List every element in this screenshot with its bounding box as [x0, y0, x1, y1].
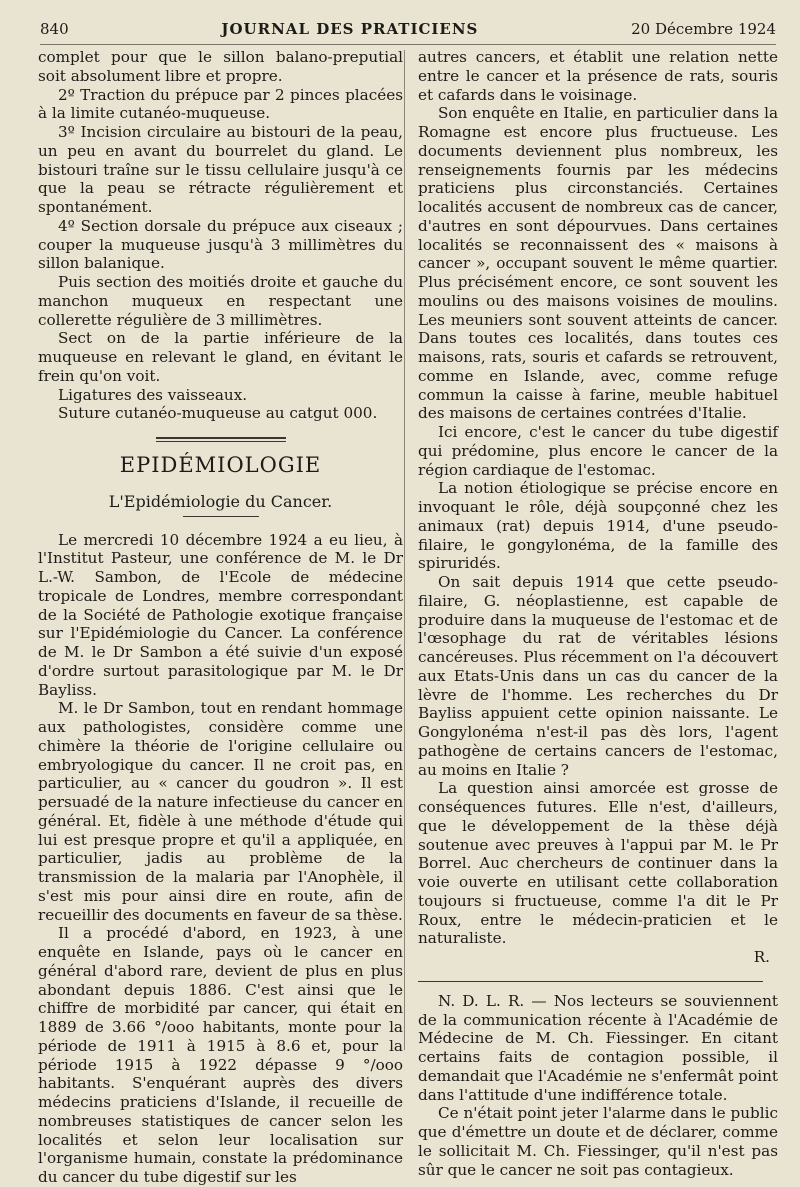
paragraph: 2º Traction du prépuce par 2 pinces placées à la limite cutanéo-muqueuse. — [38, 85, 403, 123]
paragraph: On sait depuis 1914 que cette pseudo-filaire, G. néoplastienne, est capable de produire dans la muqueuse de l'estomac et de l'œsophage du rat de véritables lésions cancéreuses. Plus récemment on l'a découvert aux Etats-Unis dans un cas du cancer de la lèvre de l'homme. Les recherches du Dr Bayliss appuient cette opinion naissante. Le Gongylonéma n'est-il pas dès lors, l'agent pathogène de certains cancers de l'estomac, au moins en Italie ? — [418, 573, 778, 779]
title-underline — [183, 516, 259, 517]
page-header — [40, 14, 776, 45]
paragraph: La notion étiologique se précise encore en invoquant le rôle, déjà soupçonné chez les animaux (rat) depuis 1914, d'une pseudo-filaire, le gongylonéma, de la famille des spiruridés. — [418, 479, 778, 573]
column-divider — [404, 50, 405, 1050]
paragraph: Le mercredi 10 décembre 1924 a eu lieu, à l'Institut Pasteur, une conférence de M. le Dr L.-W. Sambon, de l'Ecole de médecine tropicale de Londres, membre correspondant de la Société de Pathologie exotique française sur l'Epidémiologie du Cancer. La conférence de M. le Dr Sambon a été suivie d'un exposé d'ordre surtout parasitologique par M. le Dr Bayliss. — [38, 530, 403, 699]
right-column — [418, 48, 778, 1179]
paragraph: Ligatures des vaisseaux. — [58, 385, 248, 404]
author-signature: R. — [753, 948, 770, 966]
paragraph: 3º Incision circulaire au bistouri de la peau, un peu en avant du bourrelet du gland. Le bistouri traîne sur le tissu cellulaire jusqu'à ce que la peau se rétracte régulièrement et spontanément. — [38, 123, 403, 216]
paragraph: Ce n'était point jeter l'alarme dans le public que d'émettre un doute et de déclarer, comme le sollicitait M. Ch. Fiessinger, qu'il n'est pas sûr que le cancer ne soit pas contagieux. — [418, 1104, 778, 1179]
paragraph: Il a procédé d'abord, en 1923, à une enquête en Islande, pays où le cancer en général d'abord rare, devient de plus en plus abondant depuis 1886. C'est ainsi que le chiffre de morbidité par cancer, qui était en 1889 de 3.66 °/ooo habitants, monte pour la période de 1911 à 1915 à 8.6 et, pour la période 1915 à 1922 dépasse 9 °/ooo habitants. S'enquérant auprès des divers médecins praticiens d'Islande, il recueille de nombreuses statistiques de cancer selon les localités et selon leur localisation sur l'organisme humain, constate la prédominance du cancer du tube digestif sur les — [38, 924, 403, 1186]
paragraph: Puis section des moitiés droite et gauche du manchon muqueux en respectant une collerette régulière de 3 millimètres. — [38, 273, 403, 329]
issue-date: 20 Décembre 1924 — [631, 20, 776, 38]
page-number: 840 — [40, 20, 69, 38]
paragraph: Son enquête en Italie, en particulier dans la Romagne est encore plus fructueuse. Les documents deviennent plus nombreux, les renseignements fournis par les médecins praticiens plus circonstanciés. Certaines localités accusent de nombreux cas de cancer, d'autres en sont dépourvues. Dans certaines localités se reconnaissent des « maisons à cancer », occupant souvent le même quartier. Plus précisément encore, ce sont souvent les moulins ou des maisons voisines de moulins. Les meuniers sont souvent atteints de cancer. Dans toutes ces localités, dans toutes ces maisons, rats, souris et cafards se retrouvent, comme en Islande, avec, comme refuge commun la caisse à farine, meuble habituel des maisons de certaines contrées d'Italie. — [418, 104, 778, 423]
note-separator — [418, 981, 763, 982]
paragraph: La question ainsi amorcée est grosse de conséquences futures. Elle n'est, d'ailleurs, que le développement de la thèse déjà soutenue avec preuves à l'appui par M. le Pr Borrel. Auc chercheurs de continuer dans la voie ouverte en utilisant cette collaboration toujours si fructueuse, comme l'a dit le Pr Roux, entre le médecin-praticien et le naturaliste. — [418, 779, 778, 948]
section-title: EPIDÉMIOLOGIE — [119, 453, 322, 477]
paragraph: M. le Dr Sambon, tout en rendant hommage aux pathologistes, considère comme une chimère la théorie de l'origine cellulaire ou embryologique du cancer. Il ne croit pas, en particulier, au « cancer du goudron ». Il est persuadé de la nature infectieuse du cancer en général. Et, fidèle à une méthode d'étude qui lui est presque propre et qu'il a appliquée, en particulier, jadis au problème de la transmission de la malaria par l'Anophèle, il s'est mis pour ainsi dire en route, afin de recueillir des documents en faveur de sa thèse. — [38, 699, 403, 924]
paragraph: Suture cutanéo-muqueuse au catgut 000. — [58, 404, 378, 423]
left-column — [38, 48, 403, 1187]
paragraph: 4º Section dorsale du prépuce aux ciseaux ; couper la muqueuse jusqu'à 3 millimètres du sillon balanique. — [38, 216, 403, 273]
paragraph: N. D. L. R. — Nos lecteurs se souviennent de la communication récente à l'Académie de Médecine de M. Ch. Fiessinger. En citant certains faits de contagion possible, il demandait que l'Académie ne s'enfermât point dans l'attitude d'une indifférence totale. — [418, 991, 778, 1104]
paragraph: Ici encore, c'est le cancer du tube digestif qui prédomine, plus encore le cancer de la région cardiaque de l'estomac. — [418, 423, 778, 479]
section-rule — [156, 437, 286, 442]
paragraph: autres cancers, et établit une relation nette entre le cancer et la présence de rats, souris et cafards dans le voisinage. — [418, 48, 778, 104]
paragraph: complet pour que le sillon balano-preputial soit absolument libre et propre. — [38, 48, 403, 85]
article-title: L'Epidémiologie du Cancer. — [108, 491, 333, 511]
journal-title: JOURNAL DES PRATICIENS — [221, 20, 479, 38]
paragraph: Sect on de la partie inférieure de la muqueuse en relevant le gland, en évitant le frein qu'on voit. — [38, 329, 403, 385]
